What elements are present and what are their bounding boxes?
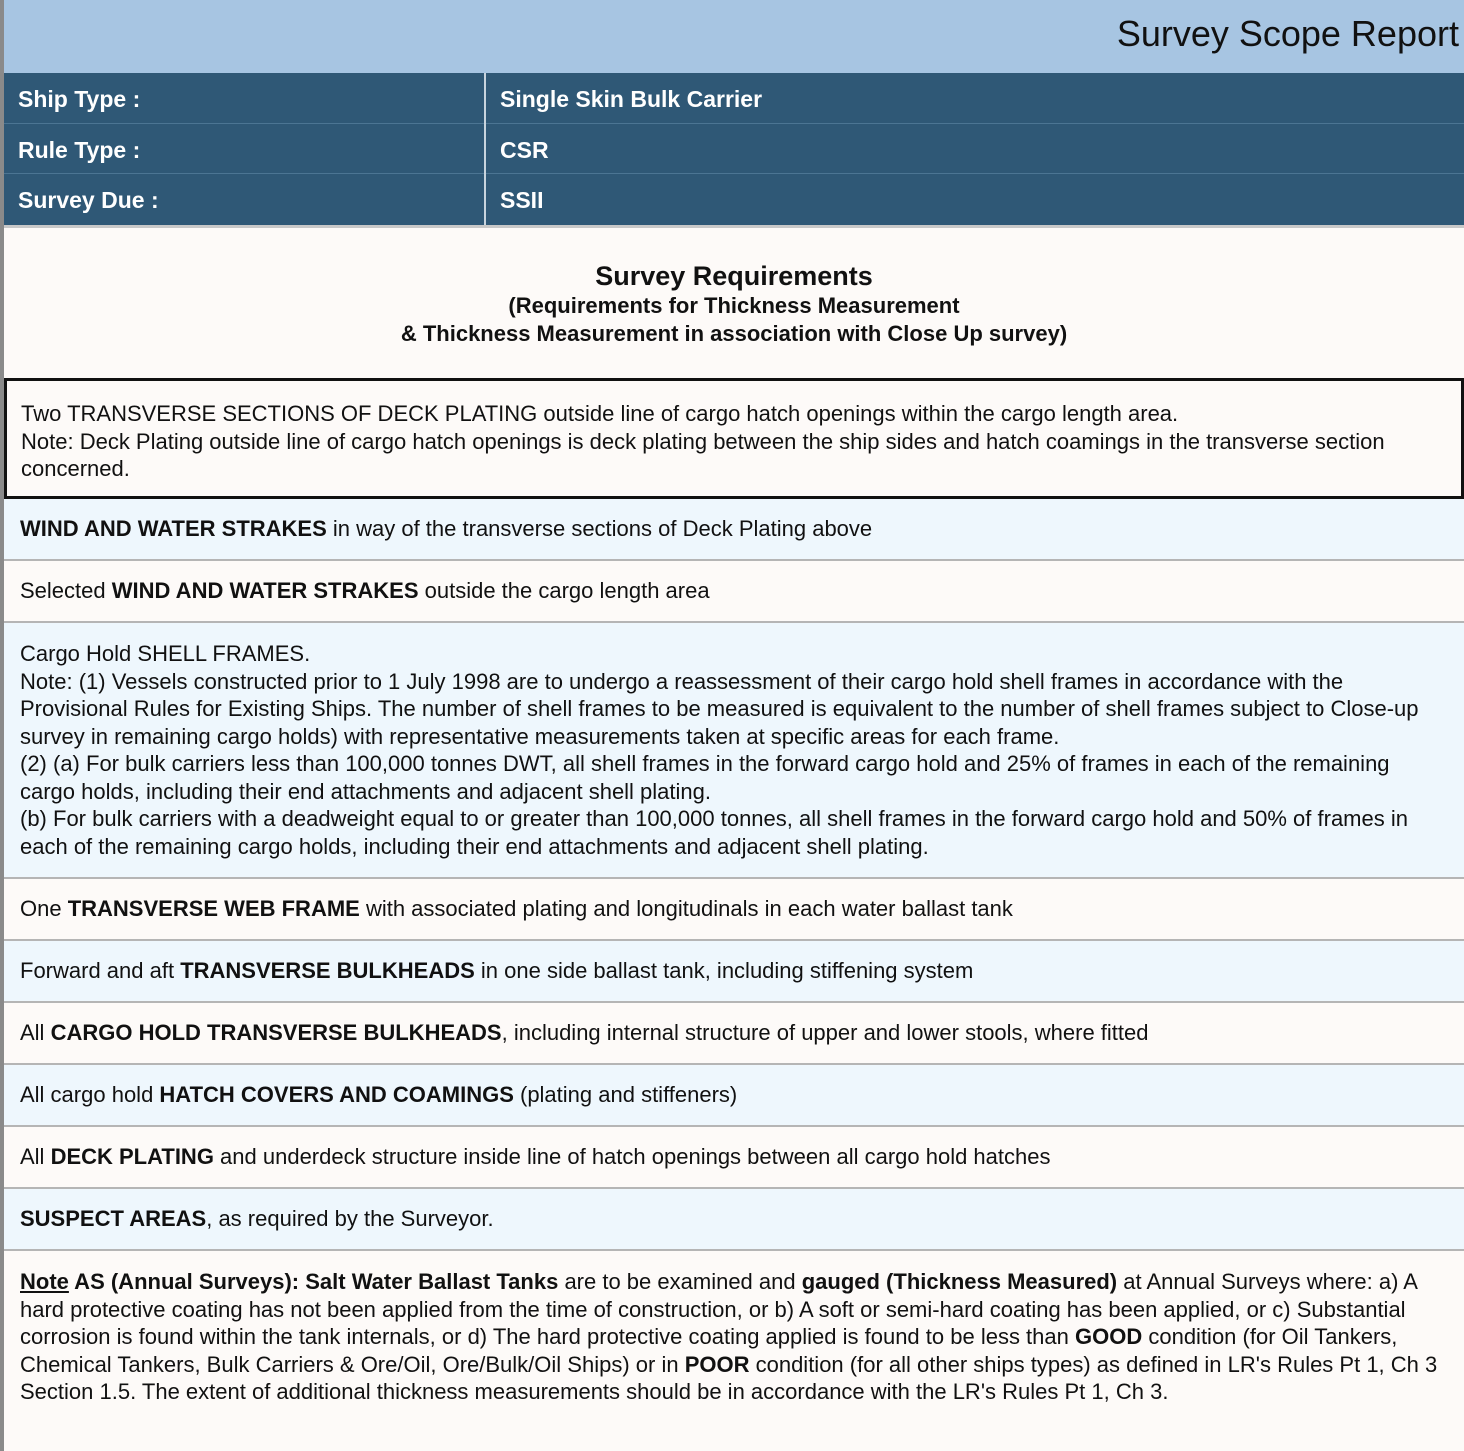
annual-note-bold3: GOOD [1075, 1324, 1143, 1349]
survey-due-label: Survey Due : [18, 187, 159, 213]
requirements-title: Survey Requirements [595, 261, 873, 291]
annual-note-bold4: POOR [684, 1351, 750, 1377]
annual-note-text2: at Annual Surveys where: a) A hard protective coating has not been applied from the time of construction, or b) A soft or semi-hard coating has been applied, or c) Substantial corrosion is found within the tank internals, or d) The hard protective coating applied is found to be less than [20, 1269, 1417, 1349]
annual-note-text4: condition (for all other ships types) as defined in LR's Rules Pt 1, Ch 3 Section 1.5. The extent of additional thickness measurements should be in accordance with the LR's Rules Pt 1, Ch 3. [20, 1351, 1438, 1404]
info-row-rule-type [4, 123, 1464, 174]
requirements-subtitle-1: (Requirements for Thickness Measurement [508, 293, 960, 318]
wind-water-1-text: in way of the transverse sections of Deck Plating above [326, 516, 873, 541]
deck-plating-prefix: All [20, 1144, 51, 1169]
ship-type-value: Single Skin Bulk Carrier [500, 86, 763, 112]
cargo-hold-bulkheads-prefix: All [20, 1020, 51, 1045]
item-shell-frames [4, 623, 1464, 879]
shell-frames-line1: Cargo Hold SHELL FRAMES. [20, 641, 311, 666]
wind-water-2-prefix: Selected [20, 578, 112, 603]
rule-type-value: CSR [500, 137, 549, 163]
wind-water-2-bold: WIND AND WATER STRAKES [111, 578, 419, 603]
requirements-subtitle-2: & Thickness Measurement in association with Close Up survey) [400, 321, 1068, 346]
deck-plating-bold: DECK PLATING [50, 1144, 214, 1169]
item-deck-plating [4, 1127, 1464, 1189]
info-row-ship-type [4, 73, 1464, 123]
item-annual-note [4, 1251, 1464, 1451]
ship-type-label: Ship Type : [18, 86, 141, 112]
transverse-bulkheads-text: in one side ballast tank, including stiffening system [474, 958, 974, 983]
item-wind-water-1 [4, 499, 1464, 561]
annual-note-text3: condition (for Oil Tankers, Chemical Tankers, Bulk Carriers & Ore/Oil, Ore/Bulk/Oil Ships) or in [20, 1324, 1398, 1377]
wind-water-2-text: outside the cargo length area [418, 578, 710, 603]
report-title: Survey Scope Report [1116, 13, 1459, 54]
deck-sections-line2: Note: Deck Plating outside line of cargo hatch openings is deck plating between the ship sides and hatch coamings in the transverse section concerned. [21, 428, 1385, 481]
transverse-bulkheads-bold: TRANSVERSE BULKHEADS [180, 958, 475, 983]
suspect-areas-text: , as required by the Surveyor. [206, 1206, 494, 1231]
item-web-frame [4, 879, 1464, 941]
web-frame-bold: TRANSVERSE WEB FRAME [67, 896, 360, 921]
suspect-areas-bold: SUSPECT AREAS [20, 1206, 207, 1231]
cargo-hold-bulkheads-text: , including internal structure of upper and lower stools, where fitted [501, 1020, 1149, 1045]
item-deck-sections [4, 378, 1464, 499]
deck-sections-line1: Two TRANSVERSE SECTIONS OF DECK PLATING outside line of cargo hatch openings within the cargo length area. [21, 401, 1179, 426]
annual-note-text1: are to be examined and [558, 1269, 802, 1294]
hatch-covers-bold: HATCH COVERS AND COAMINGS [159, 1082, 514, 1107]
shell-frames-line4: (b) For bulk carriers with a deadweight equal to or greater than 100,000 tonnes, all shell frames in the forward cargo hold and 50% of frames in each of the remaining cargo holds, including their end attachments and adjacent shell plating. [20, 806, 1408, 859]
web-frame-text: with associated plating and longitudinals in each water ballast tank [359, 896, 1013, 921]
hatch-covers-text: (plating and stiffeners) [513, 1082, 738, 1107]
rule-type-label: Rule Type : [18, 137, 141, 163]
requirements-header [4, 228, 1464, 378]
shell-frames-line3: (2) (a) For bulk carriers less than 100,000 tonnes DWT, all shell frames in the forward cargo hold and 25% of frames in each of the remaining cargo holds, including their end attachments and adjacent shell plating. [20, 751, 1390, 804]
wind-water-1-bold: WIND AND WATER STRAKES [20, 516, 327, 541]
hatch-covers-prefix: All cargo hold [20, 1082, 160, 1107]
info-column-divider [484, 73, 486, 225]
ship-info-table [4, 73, 1464, 228]
info-row-survey-due [4, 173, 1464, 224]
transverse-bulkheads-prefix: Forward and aft [20, 958, 181, 983]
item-wind-water-2 [4, 561, 1464, 623]
survey-due-value: SSII [500, 187, 544, 213]
deck-plating-text: and underdeck structure inside line of hatch openings between all cargo hold hatches [213, 1144, 1051, 1169]
report-banner [4, 0, 1464, 73]
shell-frames-line2: Note: (1) Vessels constructed prior to 1 July 1998 are to undergo a reassessment of their cargo hold shell frames in accordance with the Provisional Rules for Existing Ships. The number of shell frames to be measured is equivalent to the number of shell frames subject to Close-up survey in remaining cargo holds) with representative measurements taken at specific areas for each frame. [20, 668, 1419, 749]
annual-note-bold1: AS (Annual Surveys): Salt Water Ballast Tanks [68, 1269, 559, 1294]
item-transverse-bulkheads [4, 941, 1464, 1003]
web-frame-prefix: One [20, 896, 68, 921]
item-suspect-areas [4, 1189, 1464, 1251]
item-cargo-hold-bulkheads [4, 1003, 1464, 1065]
annual-note-bold2: gauged (Thickness Measured) [801, 1269, 1118, 1294]
cargo-hold-bulkheads-bold: CARGO HOLD TRANSVERSE BULKHEADS [50, 1020, 502, 1045]
annual-note-label: Note [20, 1269, 69, 1294]
item-hatch-covers [4, 1065, 1464, 1127]
